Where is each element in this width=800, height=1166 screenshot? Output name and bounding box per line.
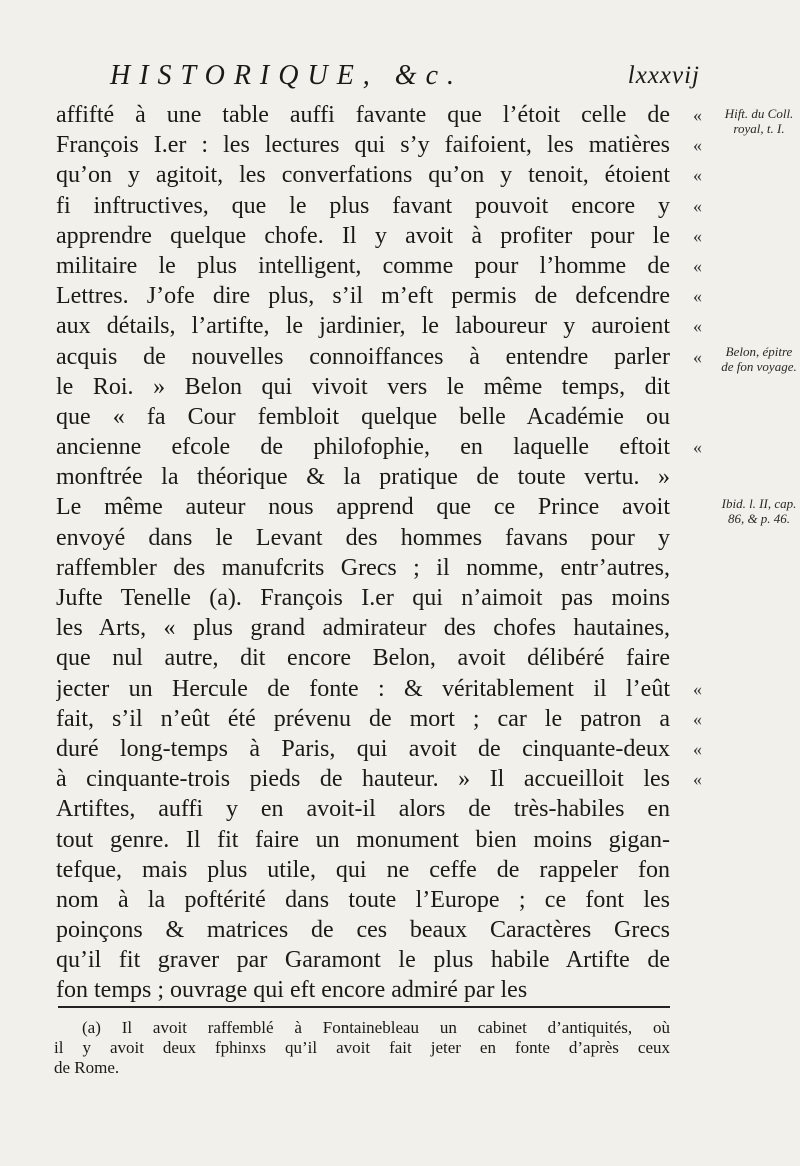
running-head <box>110 60 700 100</box>
footnote-line: il y avoit deux fphinxs qu’il avoit fait jeter en fonte d’après ceux <box>54 1038 670 1057</box>
text-line: nom à la poftérité dans toute l’Europe ; ce font les <box>56 886 670 913</box>
text-line: tout genre. Il fit faire un monument bien moins gigan- <box>56 826 670 853</box>
quote-mark: « <box>693 256 702 276</box>
text-line: duré long-temps à Paris, qui avoit de cinquante-deux <box>56 735 670 762</box>
margin-note: Hift. du Coll. royal, t. I. <box>724 106 794 136</box>
text-line: que « fa Cour fembloit quelque belle Académie ou <box>56 403 670 430</box>
text-line: envoyé dans le Levant des hommes favans pour y <box>56 524 670 551</box>
quote-mark: « <box>693 437 702 457</box>
text-line: que nul autre, dit encore Belon, avoit délibéré faire <box>56 645 670 672</box>
text-line: qu’on y agitoit, les converfations qu’on y tenoit, étoient <box>56 162 670 189</box>
margin-note: Ibid. l. II, cap. 86, & p. 46. <box>721 496 797 526</box>
quote-mark: « <box>693 165 702 185</box>
text-line: monftrée la théorique & la pratique de toute vertu. » <box>56 464 670 491</box>
quote-mark: « <box>693 226 702 246</box>
quote-mark: « <box>693 105 702 125</box>
main-text <box>56 100 670 1006</box>
footnote-line: (a) Il avoit raffemblé à Fontainebleau un cabinet d’antiquités, où <box>82 1018 670 1037</box>
text-line: acquis de nouvelles connoiffances à entendre parler <box>56 343 670 370</box>
text-line: tefque, mais plus utile, qui ne ceffe de rappeler fon <box>56 856 670 883</box>
margin-note: Belon, épitre de fon voyage. <box>721 344 797 374</box>
text-line: fon temps ; ouvrage qui eft encore admiré par les <box>56 977 528 1004</box>
text-line: aux détails, l’artifte, le jardinier, le laboureur y auroient <box>56 313 670 340</box>
quote-mark: « <box>693 347 702 367</box>
text-line: poinçons & matrices de ces beaux Caractères Grecs <box>56 917 670 944</box>
footnote <box>54 1018 670 1078</box>
text-line: les Arts, « plus grand admirateur des chofes hautaines, <box>56 615 670 642</box>
running-title: HISTORIQUE, &c. <box>110 60 464 91</box>
quote-mark: « <box>693 709 702 729</box>
text-line: le Roi. » Belon qui vivoit vers le même temps, dit <box>56 373 670 400</box>
text-line: apprendre quelque chofe. Il y avoit à profiter pour le <box>56 222 670 249</box>
quote-mark: « <box>693 196 702 216</box>
text-line: militaire le plus intelligent, comme pour l’homme de <box>56 252 670 279</box>
quote-mark: « <box>693 286 702 306</box>
quote-mark: « <box>693 769 702 789</box>
text-line: fait, s’il n’eût été prévenu de mort ; car le patron a <box>56 705 670 732</box>
text-line: ancienne efcole de philofophie, en laquelle eftoit <box>56 434 670 461</box>
text-line: jecter un Hercule de fonte : & véritablement il l’eût <box>56 675 670 702</box>
text-line: François I.er : les lectures qui s’y faifoient, les matières <box>56 132 670 159</box>
text-line: fi inftructives, que le plus favant pouvoit encore y <box>56 192 670 219</box>
text-line: qu’il fit graver par Garamont le plus habile Artifte de <box>56 947 670 974</box>
text-line: Le même auteur nous apprend que ce Prince avoit <box>56 494 670 521</box>
footnote-rule <box>58 1006 670 1008</box>
footnote-line: de Rome. <box>54 1058 120 1077</box>
page-number: lxxxvij <box>627 62 700 89</box>
text-line: Artiftes, auffi y en avoit-il alors de très-habiles en <box>56 796 670 823</box>
quote-mark: « <box>693 679 702 699</box>
text-line: affifté à une table auffi favante que l’étoit celle de <box>56 102 670 128</box>
text-line: à cinquante-trois pieds de hauteur. » Il accueilloit les <box>56 766 670 793</box>
quote-mark: « <box>693 316 702 336</box>
text-line: raffembler des manufcrits Grecs ; il nomme, entr’autres, <box>56 554 670 581</box>
text-line: Jufte Tenelle (a). François I.er qui n’aimoit pas moins <box>56 585 670 611</box>
quote-mark: « <box>693 135 702 155</box>
quote-mark: « <box>693 739 702 759</box>
text-line: Lettres. J’ofe dire plus, s’il m’eft permis de defcendre <box>56 283 670 310</box>
